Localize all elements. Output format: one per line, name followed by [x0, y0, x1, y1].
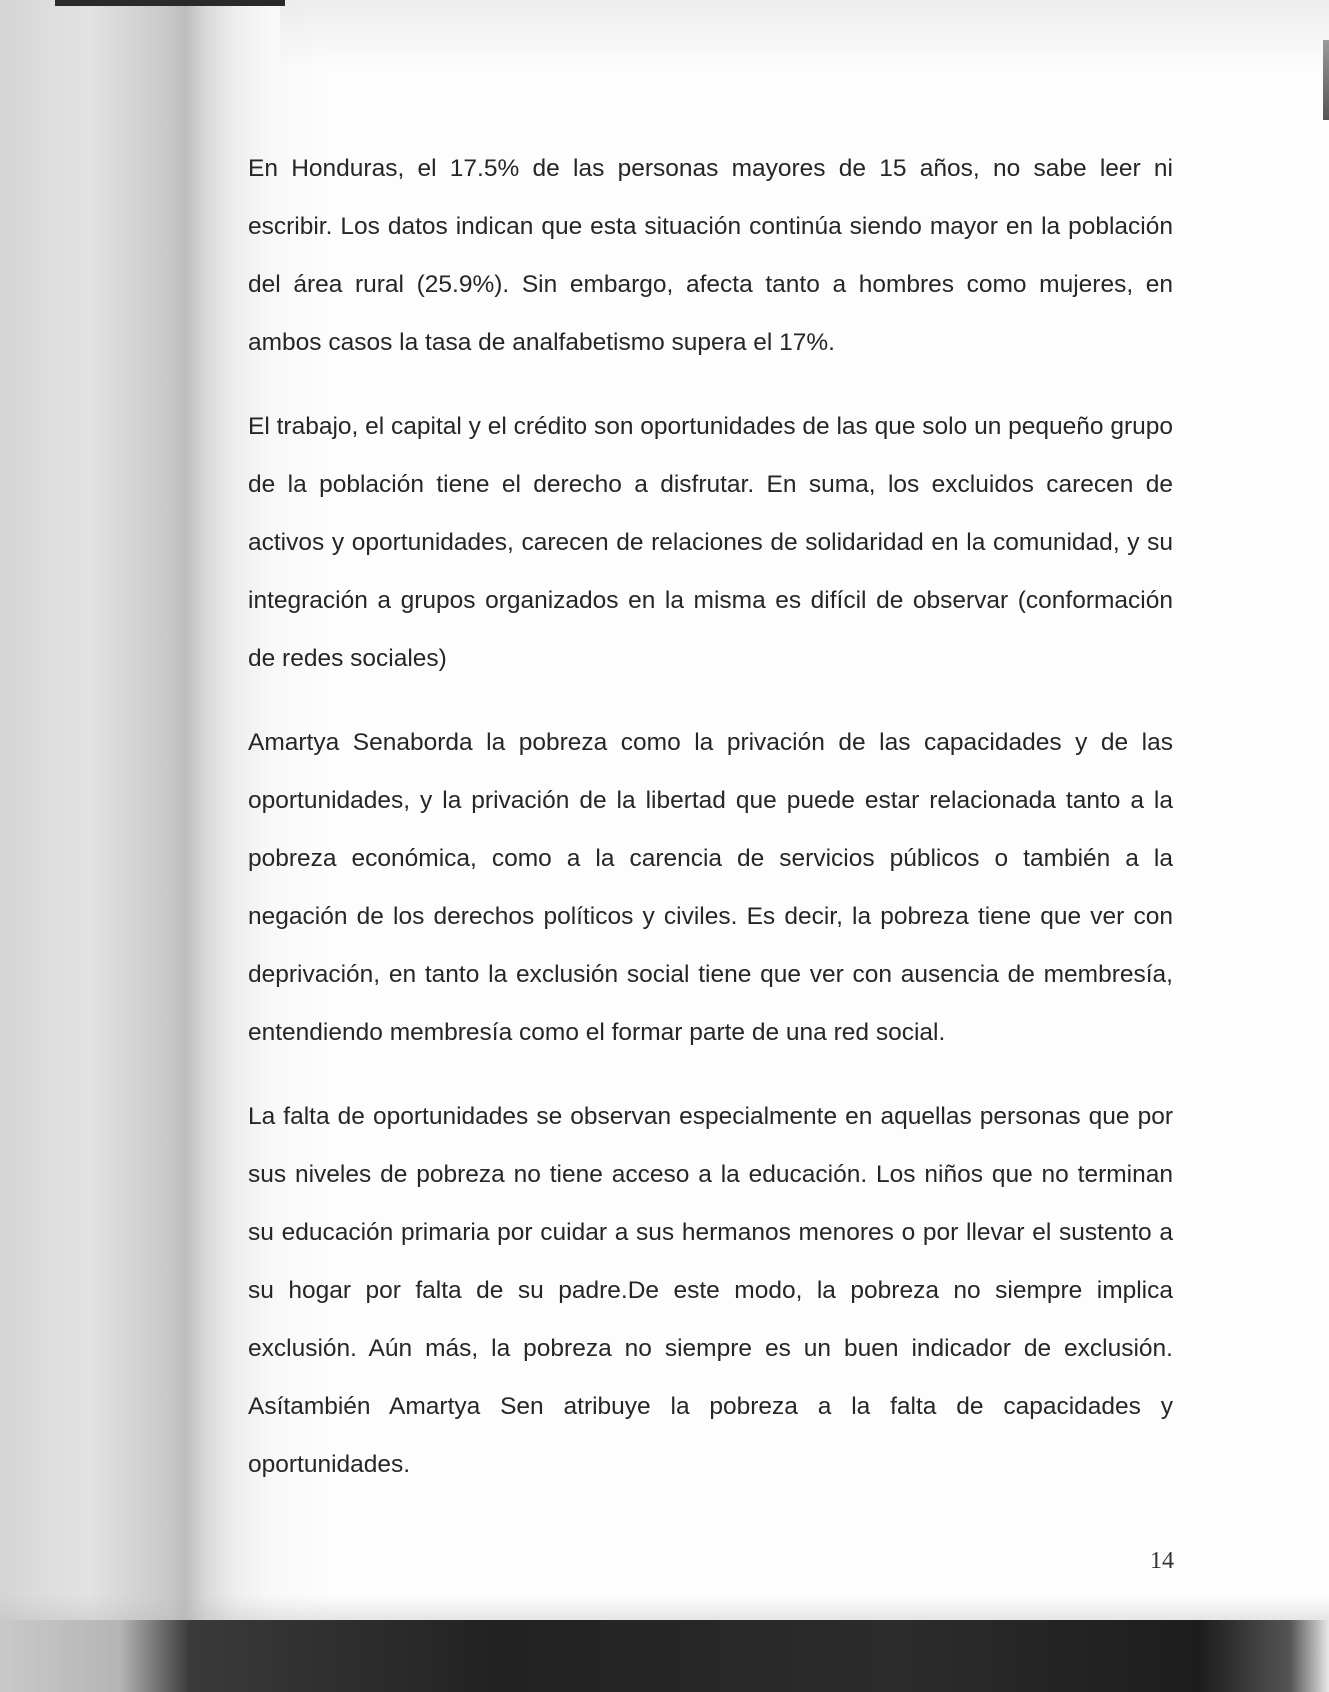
body-text: [248, 140, 1173, 1520]
paragraph-amartya-sen: Amartya Senaborda la pobreza como la privación de las capacidades y de las oportunidades, y la privación de la libertad que puede estar relacionada tanto a la pobreza económica, como a la carencia de servicios públicos o también a la negación de los derechos políticos y civiles. Es decir, la pobreza tiene que ver con deprivación, en tanto la exclusión social tiene que ver con ausencia de membresía, entendiendo membresía como el formar parte de una red social.: [248, 729, 1173, 1046]
page-number: 14: [1150, 1548, 1174, 1574]
top-scan-edge: [55, 0, 285, 6]
bottom-shadow: [0, 1595, 1329, 1623]
paragraph-literacy: En Honduras, el 17.5% de las personas mayores de 15 años, no sabe leer ni escribir. Los datos indican que esta situación continúa siendo mayor en la población del área rural (25.9%). Sin embargo, afecta tanto a hombres como mujeres, en ambos casos la tasa de analfabetismo supera el 17%.: [248, 155, 1173, 356]
bottom-scan-edge: [0, 1620, 1329, 1692]
paragraph-lack-of-opportunities: La falta de oportunidades se observan especialmente en aquellas personas que por sus niveles de pobreza no tiene acceso a la educación. Los niños que no terminan su educación primaria por cuidar a sus hermanos menores o por llevar el sustento a su hogar por falta de su padre.De este modo, la pobreza no siempre implica exclusión. Aún más, la pobreza no siempre es un buen indicador de exclusión. Asítambién Amartya Sen atribuye la pobreza a la falta de capacidades y oportunidades.: [248, 1103, 1173, 1478]
top-page-shadow: [280, 0, 1329, 70]
right-scan-edge: [1323, 40, 1329, 120]
paragraph-opportunities: El trabajo, el capital y el crédito son oportunidades de las que solo un pequeño grupo de la población tiene el derecho a disfrutar. En suma, los excluidos carecen de activos y oportunidades, carecen de relaciones de solidaridad en la comunidad, y su integración a grupos organizados en la misma es difícil de observar (conformación de redes sociales): [248, 413, 1173, 672]
